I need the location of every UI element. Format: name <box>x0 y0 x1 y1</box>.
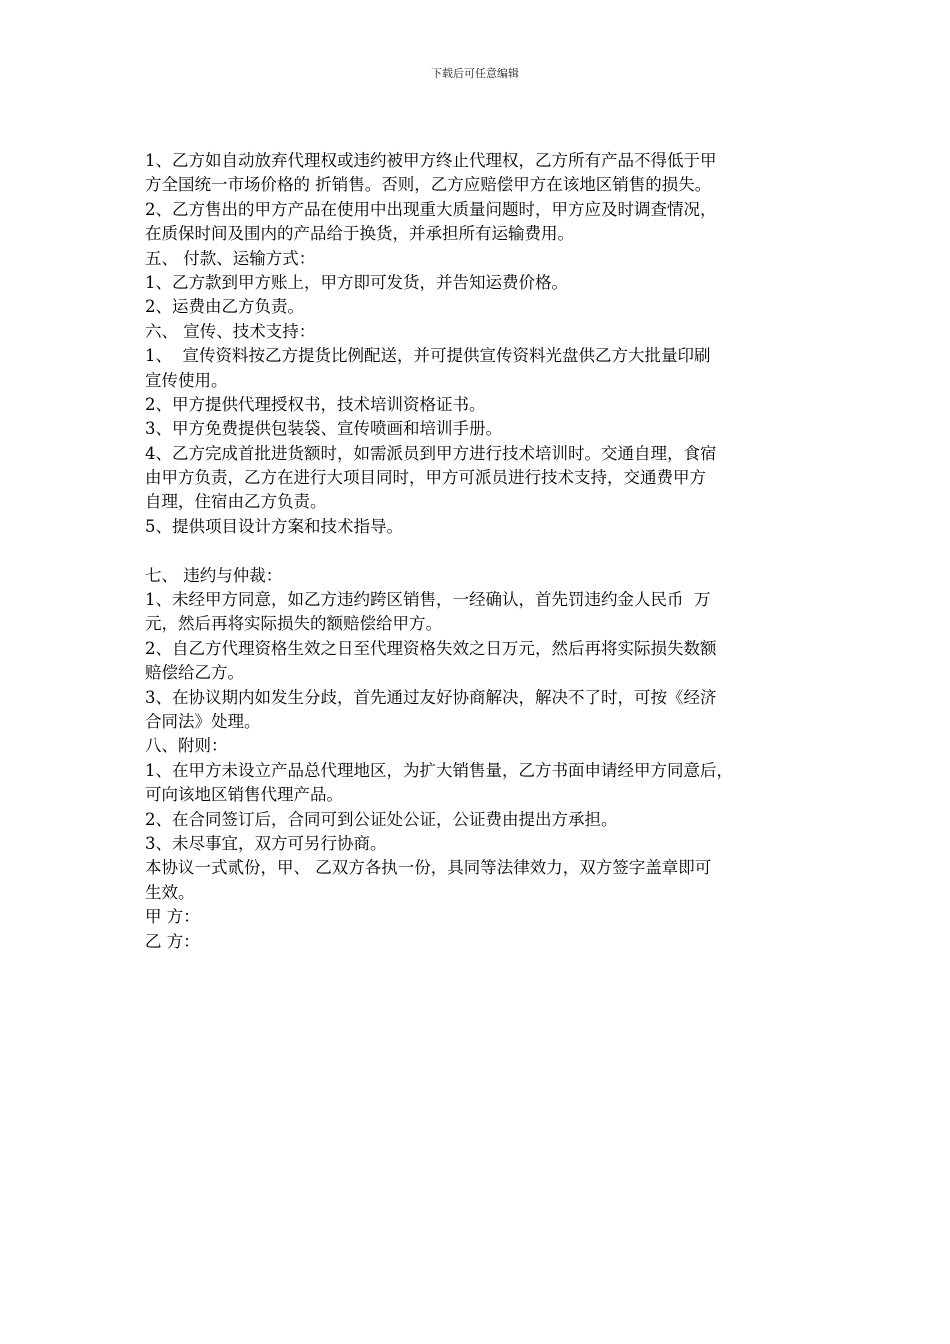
text-line: 可向该地区销售代理产品。 <box>145 785 343 805</box>
text-line: 七、 违约与仲裁： <box>145 565 283 585</box>
text-line: 宣传使用。 <box>145 370 228 390</box>
text-line: 赔偿给乙方。 <box>145 663 244 683</box>
text-line: 合同法》处理。 <box>145 711 261 731</box>
text-line: 3、未尽事宜，双方可另行协商。 <box>145 833 387 853</box>
text-line: 3、甲方免费提供包装袋、宣传喷画和培训手册。 <box>145 419 502 439</box>
text-line: 在质保时间及围内的产品给于换货，并承担所有运输费用。 <box>145 224 574 244</box>
text-line: 方全国统一市场价格的 折销售。否则，乙方应赔偿甲方在该地区销售的损失。 <box>145 175 712 195</box>
text-line: 1、未经甲方同意，如乙方违约跨区销售，一经确认，首先罚违约金人民币 万 <box>145 590 711 610</box>
text-line: 2、自乙方代理资格生效之日至代理资格失效之日万元，然后再将实际损失数额 <box>145 638 717 658</box>
text-line: 自理，住宿由乙方负责。 <box>145 492 327 512</box>
text-line: 八、附则： <box>145 736 228 756</box>
text-line: 2、在合同签订后，合同可到公证处公证，公证费由提出方承担。 <box>145 809 618 829</box>
text-line: 由甲方负责，乙方在进行大项目同时，甲方可派员进行技术支持，交通费甲方 <box>145 468 706 488</box>
text-line: 1、乙方款到甲方账上，甲方即可发货，并告知运费价格。 <box>145 272 568 292</box>
text-line: 5、提供项目设计方案和技术指导。 <box>145 516 403 536</box>
text-line: 1、乙方如自动放弃代理权或违约被甲方终止代理权，乙方所有产品不得低于甲 <box>145 151 717 170</box>
text-line: 1、 宣传资料按乙方提货比例配送，并可提供宣传资料光盘供乙方大批量印刷 <box>145 346 711 366</box>
text-line: 1、在甲方未设立产品总代理地区，为扩大销售量，乙方书面申请经甲方同意后， <box>145 760 733 780</box>
text-line: 2、运费由乙方负责。 <box>145 297 304 317</box>
blank-line <box>145 539 825 563</box>
text-line: 六、 宣传、技术支持： <box>145 321 316 341</box>
text-line: 2、乙方售出的甲方产品在使用中出现重大质量问题时，甲方应及时调查情况， <box>145 199 717 219</box>
text-line: 生效。 <box>145 882 195 902</box>
text-line: 本协议一式贰份，甲、 乙双方各执一份，具同等法律效力，双方签字盖章即可 <box>145 858 712 878</box>
text-line: 3、在协议期内如发生分歧，首先通过友好协商解决，解决不了时，可按《经济 <box>145 687 717 707</box>
text-line: 4、乙方完成首批进货额时，如需派员到甲方进行技术培训时。交通自理，食宿 <box>145 443 717 463</box>
text-line: 乙 方： <box>145 931 200 951</box>
text-line: 甲 方： <box>145 907 200 927</box>
text-line: 元，然后再将实际损失的额赔偿给甲方。 <box>145 614 442 634</box>
page-header: 下载后可任意编辑 <box>431 67 519 80</box>
text-line: 2、甲方提供代理授权书，技术培训资格证书。 <box>145 394 486 414</box>
text-line: 五、 付款、运输方式： <box>145 248 316 268</box>
document-body <box>145 149 825 954</box>
